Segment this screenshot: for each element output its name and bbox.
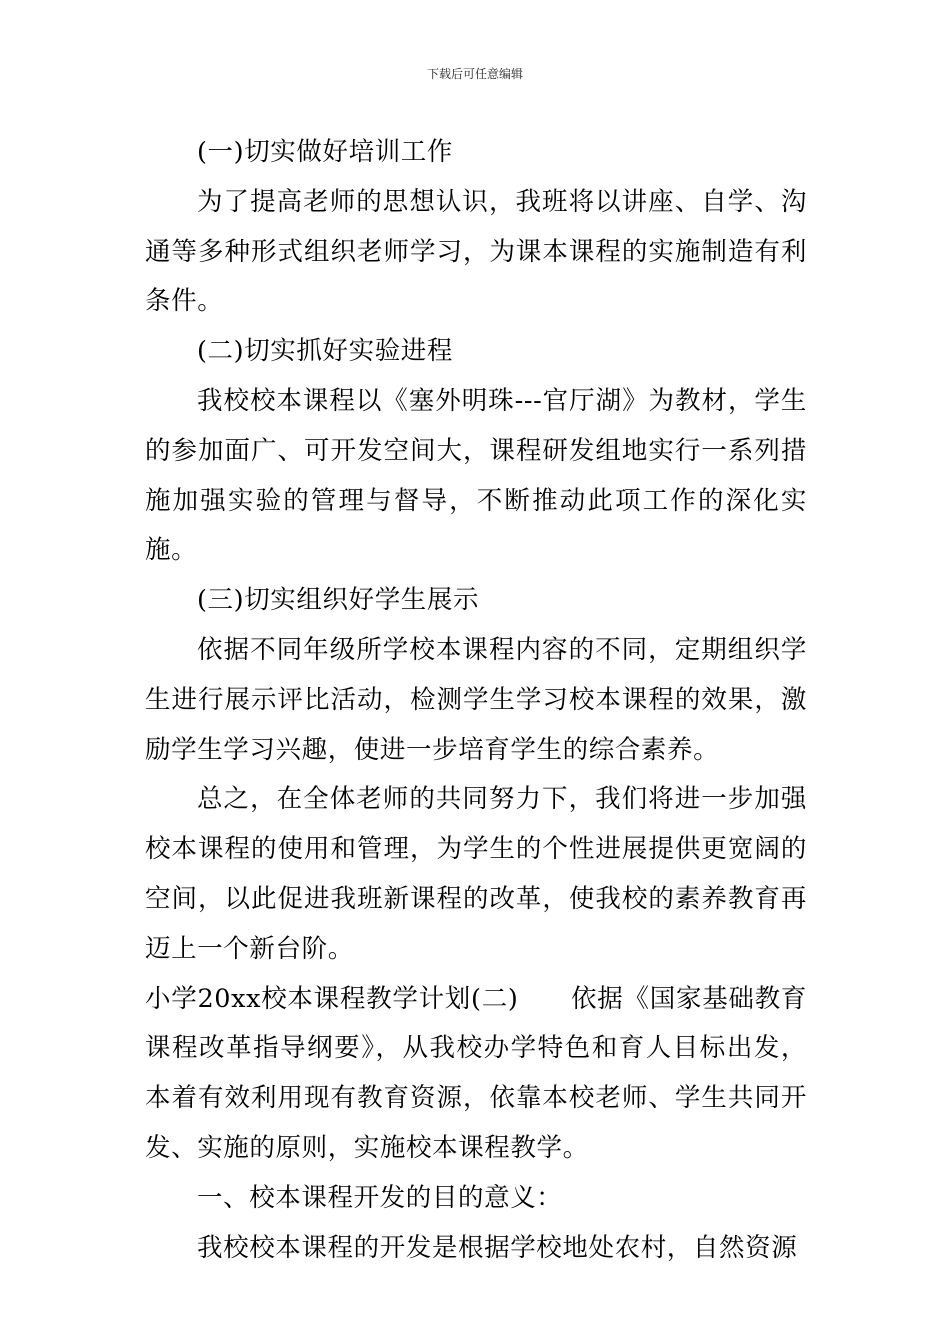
section-heading-3: (三)切实组织好学生展示 bbox=[197, 585, 480, 616]
paragraph: 我校校本课程的开发是根据学校地处农村，自然资源 bbox=[197, 1232, 798, 1263]
summary-paragraph: 总之，在全体老师的共同努力下，我们将进一步加强校本课程的使用和管理，为学生的个性进展提供更宽阔的空间，以此促进我班新课程的改革，使我校的素养教育再迈上一个新台阶。 bbox=[145, 784, 807, 964]
paragraph: 依据不同年级所学校本课程内容的不同，定期组织学生进行展示评比活动，检测学生学习校本课程的效果，激励学生学习兴趣，使进一步培育学生的综合素养。 bbox=[145, 634, 807, 765]
section-heading-2: (二)切实抓好实验进程 bbox=[197, 336, 453, 367]
plan-title-paragraph: 小学20xx校本课程教学计划(二) 依据《国家基础教育课程改革指导纲要》，从我校办学特色和育人目标出发，本着有效利用现有教育资源，依靠本校老师、学生共同开发、实施的原则，实施校本课程教学。 bbox=[145, 983, 807, 1163]
document-body bbox=[145, 128, 807, 1273]
paragraph: 我校校本课程以《塞外明珠---官厅湖》为教材，学生的参加面广、可开发空间大，课程研发组地实行一系列措施加强实验的管理与督导，不断推动此项工作的深化实施。 bbox=[145, 385, 807, 566]
paragraph: 为了提高老师的思想认识，我班将以讲座、自学、沟通等多种形式组织老师学习，为课本课程的实施制造有利条件。 bbox=[145, 186, 807, 317]
section-heading-1: (一)切实做好培训工作 bbox=[197, 137, 453, 167]
section-heading-purpose: 一、校本课程开发的目的意义： bbox=[197, 1182, 563, 1213]
page-header: 下载后可任意编辑 bbox=[426, 67, 523, 81]
